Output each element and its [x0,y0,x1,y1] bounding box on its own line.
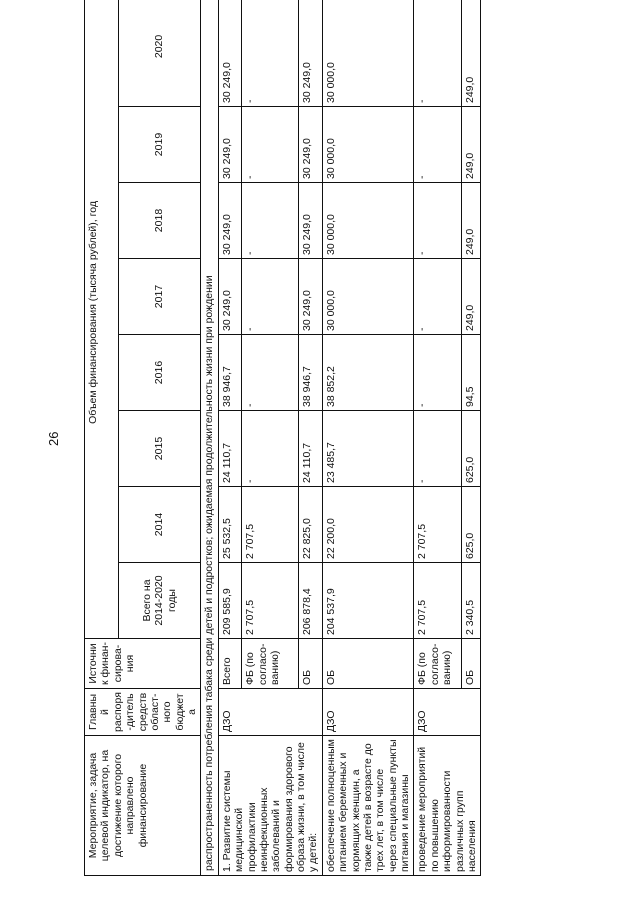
value-cell: 30 249,0 [299,107,323,183]
value-cell: 2 707,5 [414,563,461,639]
event-cell: 1. Развитие системы медицинской профилактики неинфекционных заболеваний и формирования здорового образа жизни, в том числе у детей: [218,736,322,876]
value-cell: 209 585,9 [218,563,242,639]
value-cell: - [414,107,461,183]
page-number: 26 [46,431,61,446]
value-cell: 30 000,0 [322,107,414,183]
table-row [218,0,242,876]
value-cell: 249,0 [461,107,481,183]
value-cell: 204 537,9 [322,563,414,639]
value-cell: - [414,0,461,107]
value-cell: - [414,335,461,411]
value-cell: 249,0 [461,183,481,259]
value-cell: 2 340,5 [461,563,481,639]
source-cell: ФБ (по согласо-ванию) [242,639,299,689]
value-cell: 2 707,5 [242,563,299,639]
value-cell: 22 825,0 [299,487,323,563]
value-cell: 249,0 [461,259,481,335]
manager-cell: ДЗО [218,689,322,736]
value-cell: 30 249,0 [299,183,323,259]
value-cell: - [242,183,299,259]
event-cell: обеспечение полноценным питанием беременных и кормящих женщин, а также детей в возрасте до трех лет, в том числе через специальные пункты питания и магазины [322,736,414,876]
value-cell: 206 878,4 [299,563,323,639]
value-cell: 30 249,0 [218,183,242,259]
value-cell: 22 200,0 [322,487,414,563]
value-cell: 2 707,5 [242,487,299,563]
value-cell: 38 946,7 [218,335,242,411]
value-cell: 38 852,2 [322,335,414,411]
header-source: Источник финан-сирова-ния [85,639,201,689]
value-cell: 30 000,0 [322,0,414,107]
value-cell: 94,5 [461,335,481,411]
header-year: 2016 [118,335,200,411]
value-cell: - [414,259,461,335]
value-cell: 249,0 [461,0,481,107]
value-cell: - [242,259,299,335]
value-cell: 30 249,0 [218,0,242,107]
value-cell: 23 485,7 [322,411,414,487]
value-cell: 30 249,0 [299,0,323,107]
source-cell: ФБ (по согласо-ванию) [414,639,461,689]
value-cell: 30 249,0 [218,107,242,183]
value-cell: - [414,183,461,259]
header-year: 2017 [118,259,200,335]
value-cell: 24 110,7 [299,411,323,487]
header-year: 2018 [118,183,200,259]
value-cell: 30 249,0 [218,259,242,335]
header-volume: Объем финансирования (тысяча рублей), год [85,0,119,639]
value-cell: 38 946,7 [299,335,323,411]
value-cell: 2 707,5 [414,487,461,563]
source-cell: Всего [218,639,242,689]
value-cell: - [242,411,299,487]
header-year: 2019 [118,107,200,183]
table-row [414,0,461,876]
value-cell: 30 000,0 [322,259,414,335]
manager-cell: ДЗО [414,689,481,736]
value-cell: 625,0 [461,487,481,563]
header-row-1 [85,0,119,876]
value-cell: 30 000,0 [322,183,414,259]
header-total: Всего на 2014-2020 годы [118,563,200,639]
value-cell: - [242,335,299,411]
value-cell: - [242,107,299,183]
header-year: 2020 [118,0,200,107]
value-cell: - [414,411,461,487]
header-year: 2014 [118,487,200,563]
section-title: распространенность потребления табака среди детей и подростков; ожидаемая продолжительность жизни при рождении [201,0,218,876]
header-year: 2015 [118,411,200,487]
source-cell: ОБ [461,639,481,689]
rotated-table-container [84,31,534,876]
value-cell: 25 532,5 [218,487,242,563]
value-cell: 24 110,7 [218,411,242,487]
value-cell: - [242,0,299,107]
table-row [322,0,414,876]
header-manager: Главный распоря-дитель средств област-ного бюджета [85,689,201,736]
value-cell: 625,0 [461,411,481,487]
source-cell: ОБ [299,639,323,689]
section-row [201,0,218,876]
value-cell: 30 249,0 [299,259,323,335]
event-cell: проведение мероприятий по повышению информированности различных групп населения [414,736,481,876]
header-event: Мероприятие, задача целевой индикатор, на достижение которого направлено финансирование [85,736,201,876]
manager-cell: ДЗО [322,689,414,736]
source-cell: ОБ [322,639,414,689]
financing-table [84,0,481,876]
